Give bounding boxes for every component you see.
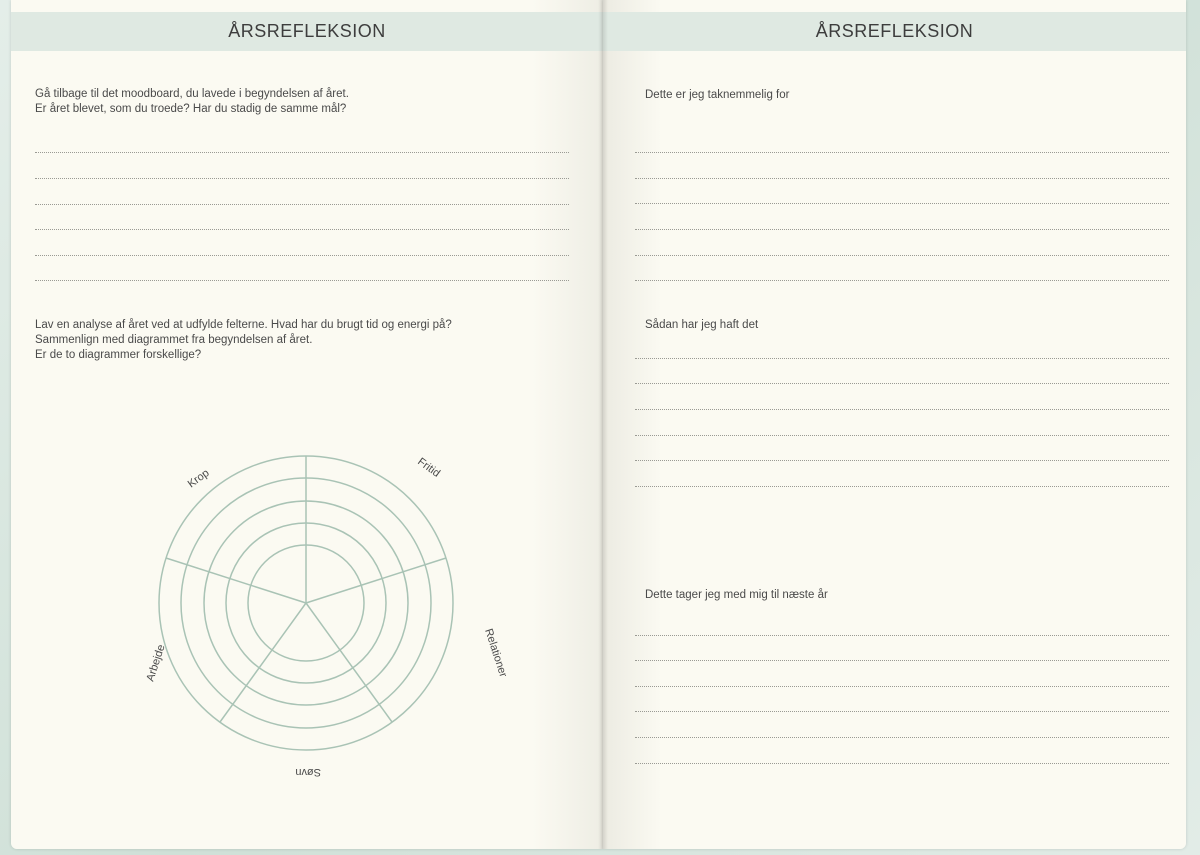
writing-line[interactable]	[635, 737, 1169, 738]
moodboard-prompt: Gå tilbage til det moodboard, du lavede i begyndelsen af året. Er året blevet, som du troede? Har du stadig de samme mål?	[35, 88, 349, 115]
writing-line[interactable]	[635, 763, 1169, 764]
writing-line[interactable]	[635, 409, 1169, 410]
wheel-label-fritid: Fritid	[415, 455, 443, 480]
left-page	[11, 0, 603, 849]
next-year-prompt: Dette tager jeg med mig til næste år	[645, 589, 828, 601]
writing-line[interactable]	[35, 152, 569, 153]
writing-line[interactable]	[635, 435, 1169, 436]
writing-line[interactable]	[635, 686, 1169, 687]
wheel-label-relationer: Relationer	[482, 627, 510, 679]
writing-line[interactable]	[635, 229, 1169, 230]
writing-line[interactable]	[635, 486, 1169, 487]
writing-line[interactable]	[635, 358, 1169, 359]
writing-line[interactable]	[635, 178, 1169, 179]
writing-line[interactable]	[35, 178, 569, 179]
writing-line[interactable]	[35, 204, 569, 205]
writing-line[interactable]	[635, 460, 1169, 461]
wheel-label-krop: Krop	[185, 467, 212, 491]
wheel-spokes	[166, 456, 446, 722]
writing-line[interactable]	[635, 280, 1169, 281]
writing-line[interactable]	[635, 383, 1169, 384]
writing-line[interactable]	[35, 229, 569, 230]
writing-line[interactable]	[35, 255, 569, 256]
writing-line[interactable]	[635, 660, 1169, 661]
left-page-header: ÅRSREFLEKSION	[11, 12, 603, 51]
wheel-label-sovn: Søvn	[295, 766, 321, 778]
feelings-prompt: Sådan har jeg haft det	[645, 319, 759, 331]
life-balance-wheel[interactable]	[121, 430, 510, 800]
writing-line[interactable]	[635, 152, 1169, 153]
gratitude-prompt: Dette er jeg taknemmelig for	[645, 89, 790, 101]
writing-line[interactable]	[635, 203, 1169, 204]
writing-line[interactable]	[635, 255, 1169, 256]
right-page	[603, 0, 1186, 849]
book-gutter	[598, 0, 608, 849]
right-page-header: ÅRSREFLEKSION	[603, 12, 1186, 51]
writing-line[interactable]	[635, 635, 1169, 636]
writing-line[interactable]	[35, 280, 569, 281]
wheel-label-arbejde: Arbejde	[144, 643, 168, 683]
analysis-prompt: Lav en analyse af året ved at udfylde felterne. Hvad har du brugt tid og energi på? Sammenlign med diagrammet fra begyndelsen af året. Er de to diagrammer forskellige?	[35, 319, 452, 361]
writing-line[interactable]	[635, 711, 1169, 712]
